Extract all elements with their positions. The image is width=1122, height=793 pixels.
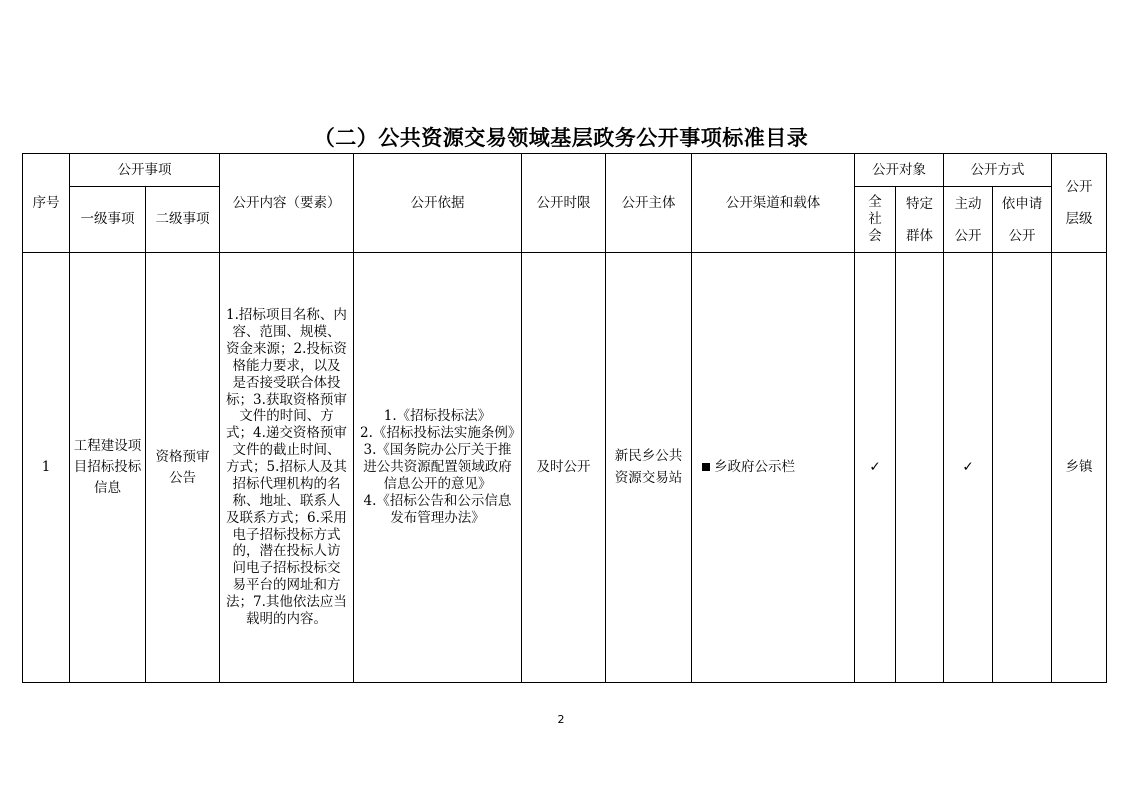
row-target-specific-check <box>896 253 944 683</box>
row-target-all-check: ✓ <box>855 253 896 683</box>
header-content: 公开内容（要素） <box>220 154 354 253</box>
row-level2: 资格预审 公告 <box>146 253 220 683</box>
header-target: 公开对象 <box>855 154 944 187</box>
row-seq: 1 <box>23 253 70 683</box>
row-method-request-check <box>993 253 1052 683</box>
row-channel: 乡政府公示栏 <box>692 253 855 683</box>
row-level1: 工程建设项 目招标投标 信息 <box>70 253 146 683</box>
header-method-request: 依申请 公开 <box>993 187 1052 253</box>
header-item: 公开事项 <box>70 154 220 187</box>
header-target-all: 全 社 会 <box>855 187 896 253</box>
header-basis: 公开依据 <box>354 154 522 253</box>
row-time-limit: 及时公开 <box>522 253 606 683</box>
row-method-active-check: ✓ <box>944 253 993 683</box>
header-time-limit: 公开时限 <box>522 154 606 253</box>
header-seq: 序号 <box>23 154 70 253</box>
header-item-level2: 二级事项 <box>146 187 220 253</box>
header-channel: 公开渠道和载体 <box>692 154 855 253</box>
row-basis: 1.《招标投标法》 2.《招标投标法实施条例》 3.《国务院办公厅关于推进公共资源配置领域政府信息公开的意见》 4.《招标公告和公示信息发布管理办法》 <box>354 253 522 683</box>
page-title: （二）公共资源交易领域基层政务公开事项标准目录 <box>313 125 809 150</box>
header-level: 公开 层级 <box>1052 154 1107 253</box>
row-subject: 新民乡公共 资源交易站 <box>606 253 692 683</box>
row-level: 乡镇 <box>1052 253 1107 683</box>
header-target-specific: 特定 群体 <box>896 187 944 253</box>
header-method-active: 主动 公开 <box>944 187 993 253</box>
header-method: 公开方式 <box>944 154 1052 187</box>
header-subject: 公开主体 <box>606 154 692 253</box>
table-row <box>23 253 1107 683</box>
row-content: 1.招标项目名称、内容、范围、规模、资金来源；2.投标资格能力要求，以及是否接受联合体投标；3.获取资格预审文件的时间、方式；4.递交资格预审文件的截止时间、方式；5.招标人及其招标代理机构的名称、地址、联系人及联系方式；6.采用电子招标投标方式的，潜在投标人访问电子招标投标交易平台的网址和方法；7.其他依法应当载明的内容。 <box>220 253 354 683</box>
header-item-level1: 一级事项 <box>70 187 146 253</box>
square-bullet-icon <box>702 463 710 471</box>
page-number: 2 <box>557 713 565 726</box>
catalog-table <box>22 153 1107 683</box>
